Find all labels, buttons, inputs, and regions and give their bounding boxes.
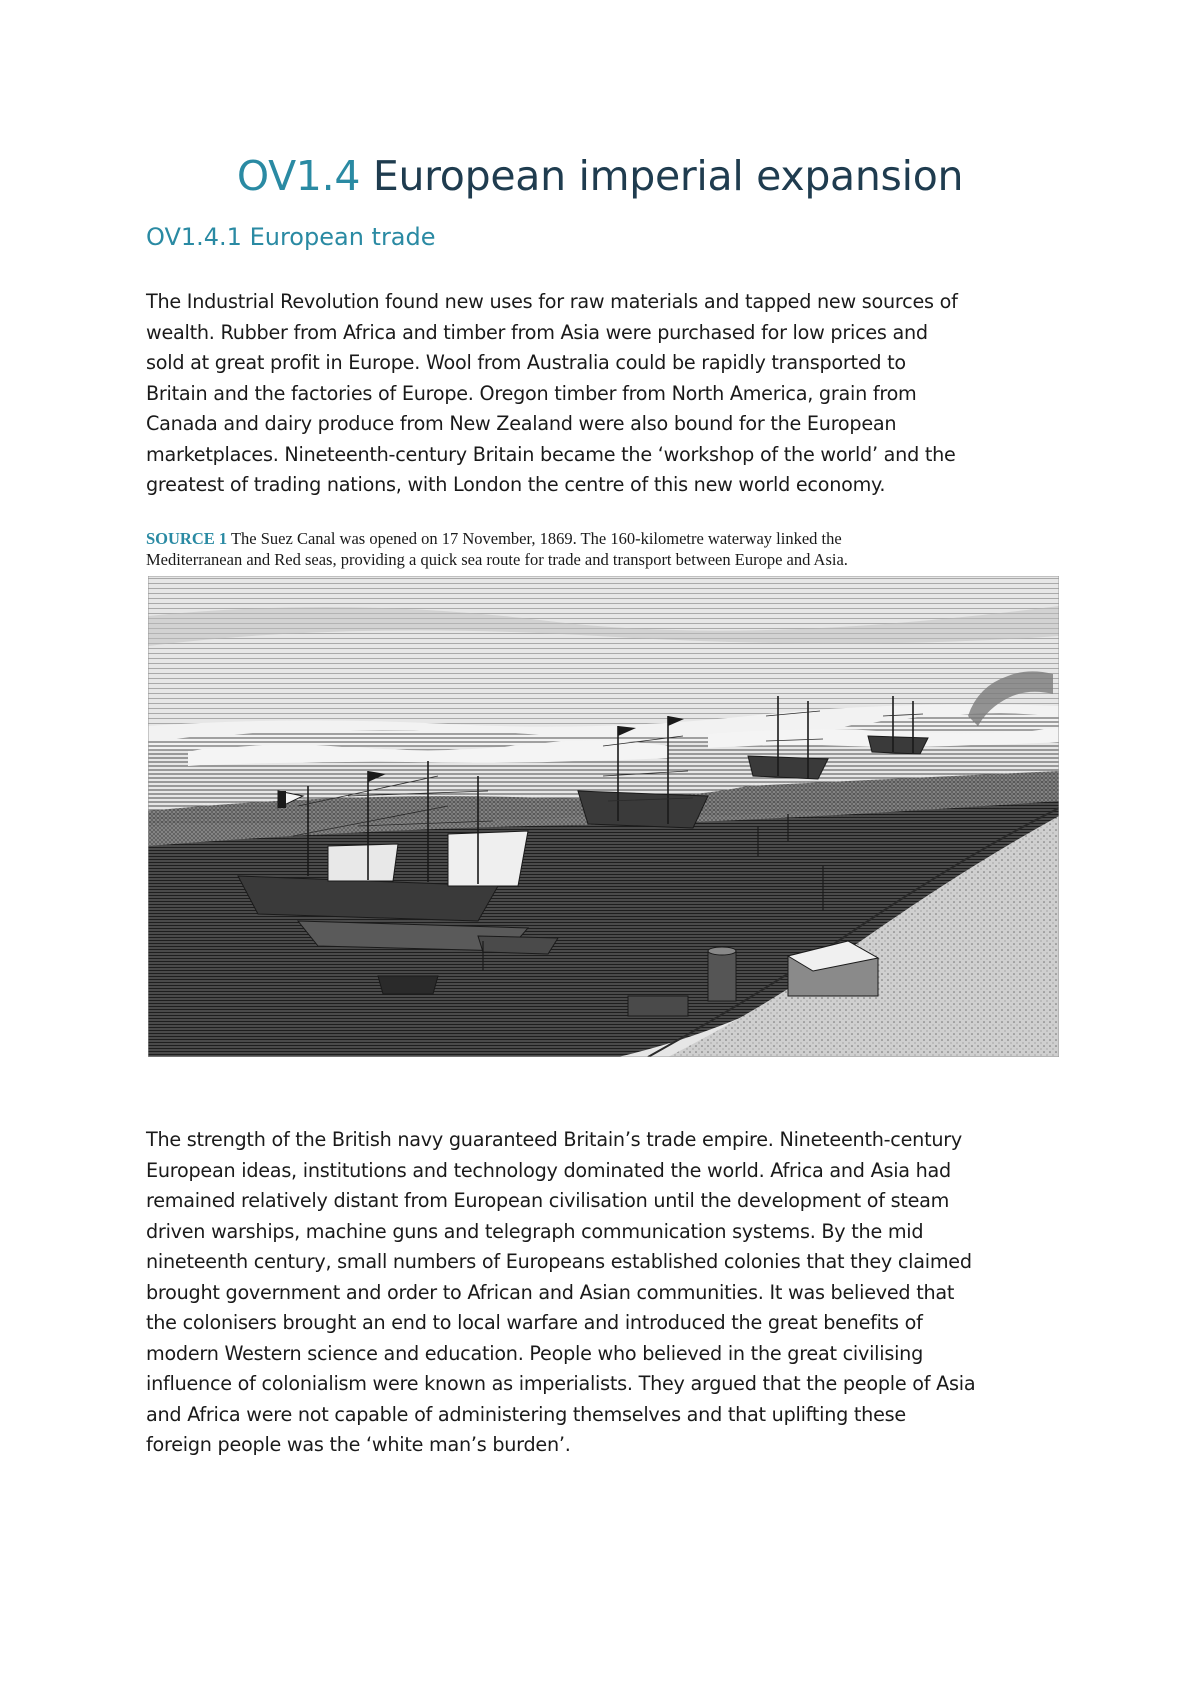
paragraph-line: Canada and dairy produce from New Zealand were also bound for the European: [146, 412, 897, 435]
source-label: SOURCE 1: [146, 529, 228, 548]
paragraph-line: Britain and the factories of Europe. Oregon timber from North America, grain from: [146, 381, 917, 405]
paragraph-line: remained relatively distant from European civilisation until the development of steam: [146, 1189, 950, 1212]
paragraph-line: the colonisers brought an end to local warfare and introduced the great benefits of: [146, 1311, 923, 1334]
paragraph-line: modern Western science and education. People who believed in the great civilising: [146, 1341, 923, 1365]
paragraph-line: brought government and order to African and Asian communities. It was believed that: [146, 1280, 955, 1304]
caption-line: Mediterranean and Red seas, providing a quick sea route for trade and transport between Europe and Asia.: [146, 550, 848, 569]
section-code: OV1.4: [236, 152, 361, 200]
paragraph-line: foreign people was the ‘white man’s burden’.: [146, 1433, 571, 1456]
caption-line: [146, 528, 1066, 549]
paragraph-line: greatest of trading nations, with London the centre of this new world economy.: [146, 473, 886, 496]
subsection-heading: OV1.4.1 European trade: [146, 223, 436, 251]
caption-text: The Suez Canal was opened on 17 November, 1869. The 160-kilometre waterway linked the: [230, 529, 842, 548]
source-caption: [146, 528, 1066, 570]
paragraph-british-navy: [146, 1125, 1086, 1461]
page-title: [0, 148, 1200, 204]
paragraph-line: The Industrial Revolution found new uses for raw materials and tapped new sources of: [146, 290, 958, 313]
paragraph-line: driven warships, machine guns and telegraph communication systems. By the mid: [146, 1219, 924, 1243]
paragraph-line: marketplaces. Nineteenth-century Britain became the ‘workshop of the world’ and the: [146, 442, 956, 466]
paragraph-line: nineteenth century, small numbers of Europeans established colonies that they claimed: [146, 1250, 972, 1273]
paragraph-line: The strength of the British navy guaranteed Britain’s trade empire. Nineteenth-century: [146, 1128, 962, 1151]
paragraph-line: European ideas, institutions and technology dominated the world. Africa and Asia had: [146, 1158, 951, 1182]
suez-canal-engraving: [148, 576, 1059, 1057]
paragraph-line: sold at great profit in Europe. Wool from Australia could be rapidly transported to: [146, 351, 906, 374]
paragraph-line: influence of colonialism were known as imperialists. They argued that the people of Asia: [146, 1372, 976, 1395]
paragraph-line: and Africa were not capable of administering themselves and that uplifting these: [146, 1402, 906, 1426]
section-title: European imperial expansion: [372, 152, 964, 200]
paragraph-line: wealth. Rubber from Africa and timber from Asia were purchased for low prices and: [146, 320, 928, 344]
paragraph-european-trade: [146, 287, 1086, 501]
